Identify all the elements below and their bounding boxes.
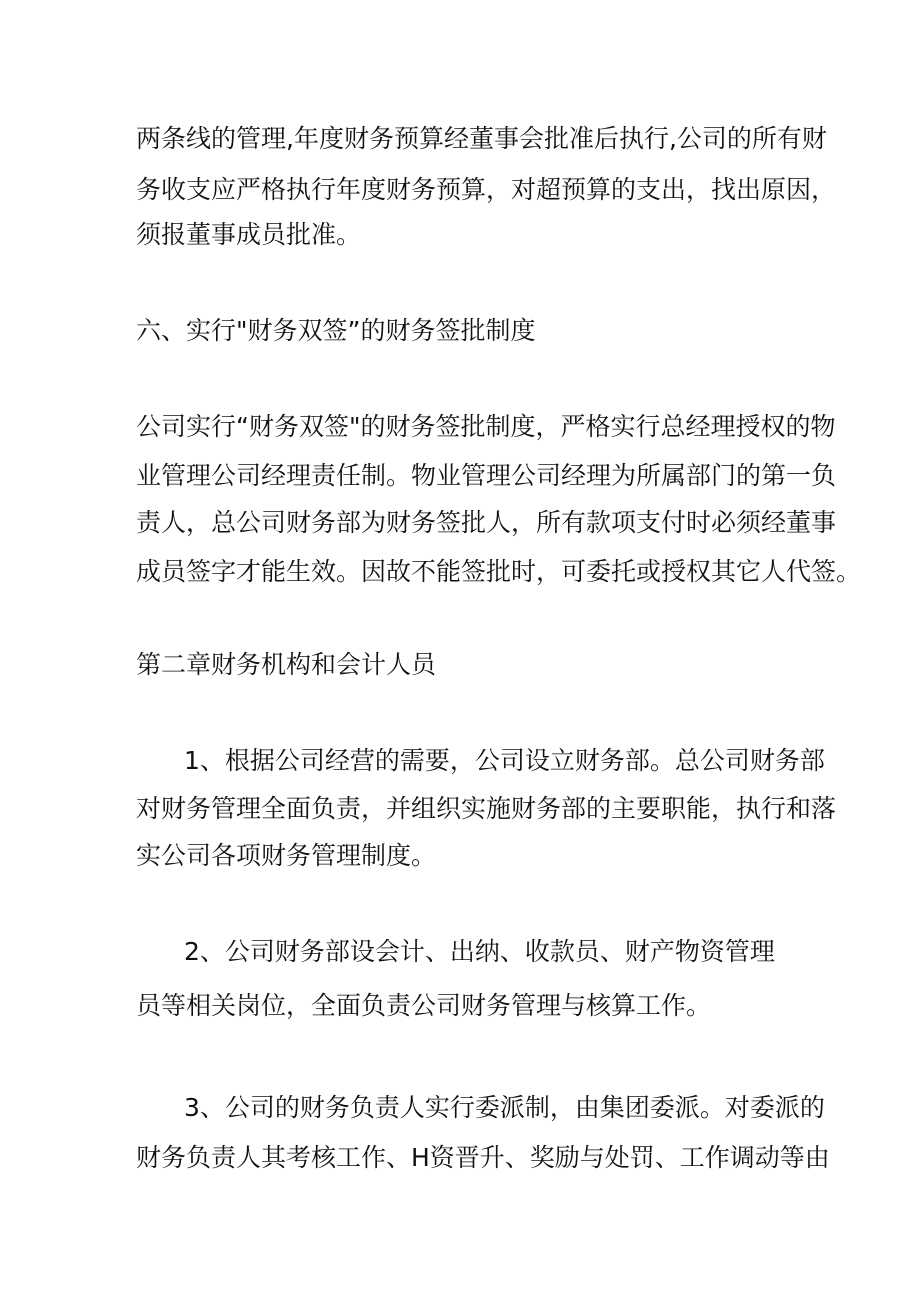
chapter-heading: 第二章财务机构和会计人员 [136, 650, 437, 679]
paragraph-line: 成员签字才能生效。因故不能签批时，可委托或授权其它人代签。 [136, 557, 862, 586]
paragraph-line: 员等相关岗位，全面负责公司财务管理与核算工作。 [136, 991, 712, 1020]
paragraph-line: 须报董事成员批准。 [136, 220, 362, 249]
paragraph-line: 实公司各项财务管理制度。 [136, 841, 437, 870]
paragraph-line: 2、公司财务部设会计、出纳、收款员、财产物资管理 [184, 937, 775, 966]
paragraph-line: 1、根据公司经营的需要，公司设立财务部。总公司财务部 [184, 746, 825, 775]
paragraph-line: 务收支应严格执行年度财务预算，对超预算的支出，找出原因， [136, 175, 837, 204]
paragraph-line: 对财务管理全面负责，并组织实施财务部的主要职能，执行和落 [136, 794, 837, 823]
paragraph-line: 3、公司的财务负责人实行委派制，由集团委派。对委派的 [184, 1093, 825, 1122]
paragraph-line: 两条线的管理,年度财务预算经董事会批准后执行,公司的所有财 [136, 124, 827, 153]
paragraph-line: 公司实行“财务双签"的财务签批制度，严格实行总经理授权的物 [136, 412, 836, 441]
paragraph-line: 财务负责人其考核工作、H资晋升、奖励与处罚、工作调动等由 [136, 1143, 830, 1172]
paragraph-line: 业管理公司经理责任制。物业管理公司经理为所属部门的第一负 [136, 461, 837, 490]
paragraph-line: 责人，总公司财务部为财务签批人，所有款项支付时必须经董事 [136, 508, 837, 537]
section-heading: 六、实行"财务双签”的财务签批制度 [136, 316, 536, 345]
